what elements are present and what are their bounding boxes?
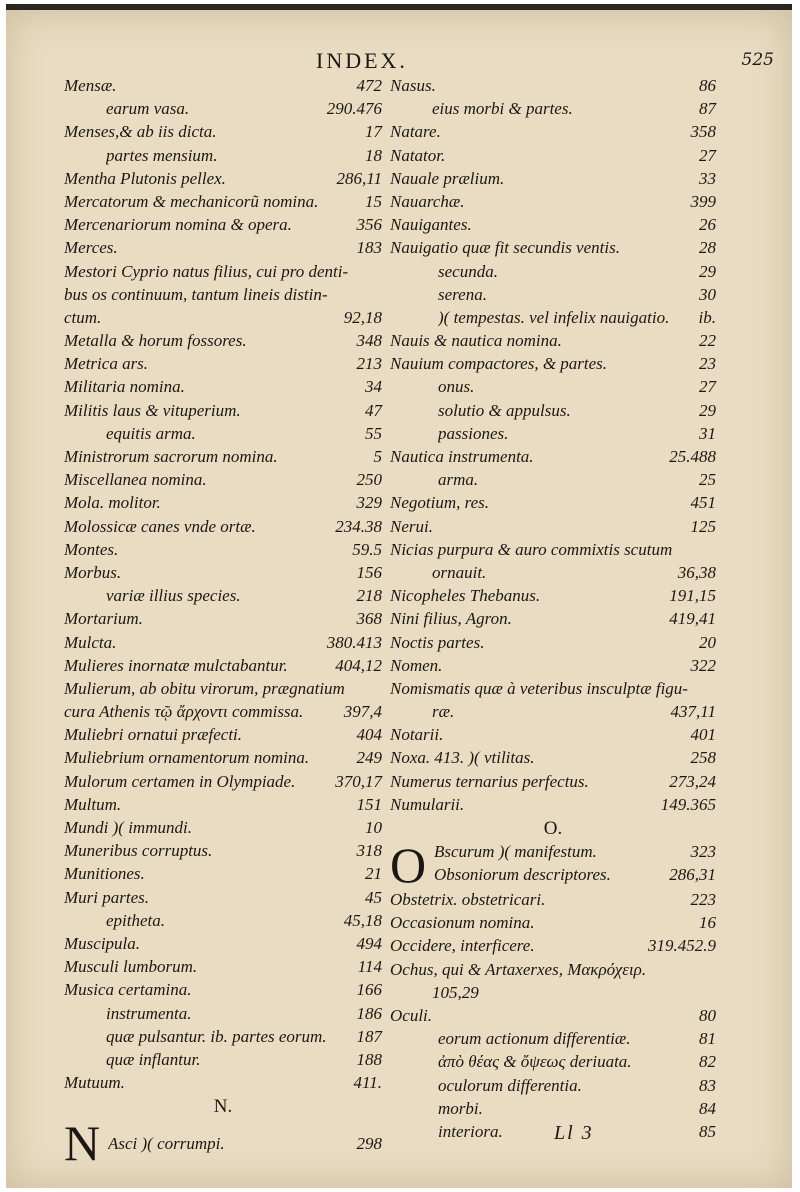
index-page-ref: 156	[356, 562, 382, 582]
index-entry	[64, 540, 382, 563]
index-term: morbi.	[438, 1098, 483, 1118]
index-entry	[64, 493, 382, 516]
section-letter-heading: N.	[213, 1096, 233, 1118]
index-term: Molossicæ canes vnde ortæ.	[64, 516, 256, 536]
index-term: Nicias purpura & auro commixtis scutum	[390, 539, 673, 559]
index-page-ref: 15	[365, 191, 382, 211]
section-letter-heading: O.	[543, 818, 563, 839]
index-entry	[390, 725, 716, 748]
index-term: serena.	[438, 284, 487, 304]
index-term: eius morbi & partes.	[432, 99, 573, 119]
index-page-ref: 494	[356, 933, 382, 953]
index-page-ref: 33	[699, 168, 716, 188]
page-number: 525	[741, 50, 774, 70]
index-entry	[390, 1122, 716, 1145]
index-page-ref: 370,17	[335, 771, 382, 791]
index-term: solutio & appulsus.	[438, 400, 571, 420]
index-entry	[64, 609, 382, 632]
index-entry	[64, 1004, 382, 1027]
index-page-ref: 81	[699, 1029, 716, 1049]
index-page-ref: 472	[356, 76, 382, 95]
index-entry	[390, 517, 716, 540]
index-term: Nini filius, Agron.	[390, 609, 512, 629]
index-page-ref: ib.	[698, 307, 716, 327]
signature-mark: Ll 3	[554, 1122, 594, 1144]
index-term: Muscipula.	[64, 933, 141, 953]
index-term: variæ illius species.	[106, 586, 241, 606]
index-entry	[390, 748, 716, 771]
index-entry	[64, 192, 382, 215]
drop-cap-entry	[64, 1115, 382, 1172]
index-term: Nauarchæ.	[390, 191, 465, 211]
index-entry	[64, 795, 382, 818]
index-page-ref: 18	[365, 145, 382, 165]
index-term: Militaria nomina.	[64, 377, 185, 397]
index-entry	[390, 586, 716, 609]
index-page-ref: 191,15	[669, 586, 716, 606]
index-page-ref: 401	[690, 725, 716, 745]
index-page-ref: 322	[690, 655, 716, 675]
index-page-ref: 356	[356, 215, 382, 235]
index-term: Negotium, res.	[390, 493, 490, 513]
index-term: Mutuum.	[64, 1073, 125, 1093]
index-term: Bscurum )( manifestum.	[434, 842, 597, 861]
index-term: 105,29	[432, 982, 479, 1002]
drop-cap-entry	[390, 837, 716, 893]
index-page-ref: 84	[699, 1098, 716, 1118]
index-term: Muneribus corruptus.	[64, 841, 213, 861]
index-entry	[390, 679, 716, 702]
index-entry	[64, 1027, 382, 1050]
index-term: Muliebri ornatui præfecti.	[64, 725, 243, 745]
index-page-ref: 47	[365, 400, 382, 420]
index-entry	[64, 238, 382, 261]
index-term: ornauit.	[432, 562, 487, 582]
index-page-ref: 45	[365, 887, 382, 907]
index-term: Nautica instrumenta.	[390, 447, 534, 466]
index-entry	[390, 192, 716, 215]
index-page-ref: 17	[365, 122, 382, 142]
index-entry	[390, 772, 716, 795]
index-entry	[64, 447, 382, 470]
index-term: Mola. molitor.	[64, 493, 161, 513]
index-term: cura Athenis τῷ ἄρχοντι commissa.	[64, 702, 304, 722]
index-term: Nomismatis quæ à veteribus insculptæ figu-	[390, 678, 688, 698]
index-entry	[390, 936, 716, 959]
index-term: earum vasa.	[106, 99, 190, 119]
index-page-ref: 80	[699, 1005, 716, 1025]
index-page-ref: 318	[356, 841, 382, 861]
index-entry	[390, 609, 716, 632]
index-entry	[390, 1006, 716, 1029]
index-term: Mercatorum & mechanicorũ nomina.	[64, 191, 319, 211]
index-page-ref: 213	[356, 354, 382, 374]
index-page-ref: 10	[365, 818, 382, 837]
index-entry	[64, 470, 382, 493]
index-entry	[64, 1073, 382, 1096]
index-term: Nauigatio quæ fit secundis ventis.	[390, 238, 620, 258]
index-entry	[64, 354, 382, 377]
index-term: Mulorum certamen in Olympiade.	[64, 771, 296, 791]
index-entry	[390, 1076, 716, 1099]
index-term: Noctis partes.	[390, 632, 485, 652]
index-entry	[390, 983, 716, 1006]
index-page-ref: 298	[356, 1134, 382, 1154]
drop-cap: O	[390, 837, 427, 893]
index-term: Musica certamina.	[64, 980, 192, 1000]
index-page-ref: 380.413	[326, 632, 382, 652]
index-entry	[64, 864, 382, 887]
index-page-ref: 183	[356, 238, 382, 258]
index-entry	[64, 725, 382, 748]
index-page-ref: 25	[699, 470, 716, 490]
index-term: )( tempestas. vel infelix nauigatio.	[438, 307, 670, 327]
index-page-ref: 329	[356, 493, 382, 513]
index-page-ref: 149.365	[660, 794, 716, 814]
index-page-ref: 22	[699, 331, 716, 351]
index-entry	[64, 517, 382, 540]
index-term: quæ pulsantur. ib. partes eorum.	[106, 1026, 327, 1046]
index-term: Metrica ars.	[64, 354, 149, 374]
index-page-ref: 29	[699, 400, 716, 420]
index-page-ref: 249	[356, 748, 382, 768]
index-entry	[434, 865, 716, 888]
index-entry	[64, 563, 382, 586]
index-term: Obsoniorum descriptores.	[434, 865, 611, 885]
index-entry	[64, 146, 382, 169]
index-page-ref: 258	[690, 748, 716, 768]
index-page-ref: 23	[699, 354, 716, 374]
index-term: Ministrorum sacrorum nomina.	[64, 447, 278, 466]
index-entry	[64, 702, 382, 725]
index-term: equitis arma.	[106, 423, 196, 443]
index-entry	[390, 795, 716, 818]
index-page-ref: 59.5	[352, 539, 382, 559]
index-term: Multum.	[64, 794, 122, 814]
index-page-ref: 87	[699, 99, 716, 119]
index-term: oculorum differentia.	[438, 1075, 582, 1095]
index-term: Nauium compactores, & partes.	[390, 354, 608, 374]
index-page-ref: 187	[356, 1026, 382, 1046]
index-term: Miscellanea nomina.	[64, 470, 207, 490]
index-entry	[64, 772, 382, 795]
index-page-ref: 85	[699, 1121, 716, 1141]
index-term: eorum actionum differentiæ.	[438, 1029, 631, 1049]
index-entry	[390, 424, 716, 447]
index-page-ref: 348	[356, 331, 382, 351]
index-entry	[64, 679, 382, 702]
index-page-ref: 218	[356, 586, 382, 606]
index-page-ref: 319.452.9	[648, 936, 716, 956]
index-page-ref: 92,18	[343, 307, 382, 327]
index-term: Montes.	[64, 539, 119, 559]
index-entry	[390, 401, 716, 424]
index-entry	[390, 238, 716, 261]
index-page-ref: 451	[690, 493, 716, 513]
index-column-left	[64, 76, 382, 1172]
index-page-ref: 290.476	[326, 99, 382, 119]
index-entry	[390, 285, 716, 308]
index-term: arma.	[438, 470, 479, 490]
index-entry	[390, 308, 716, 331]
index-term: Merces.	[64, 238, 118, 258]
index-term: Ochus, qui & Artaxerxes, Μακρόχειρ.	[390, 959, 647, 979]
index-page-ref: 27	[699, 377, 716, 397]
index-term: Morbus.	[64, 562, 122, 582]
index-term: Mulierum, ab obitu virorum, prægnatium	[64, 678, 345, 698]
index-entry	[64, 980, 382, 1003]
index-term: Nomen.	[390, 655, 443, 675]
index-page-ref: 397,4	[343, 702, 382, 722]
index-page-ref: 399	[690, 191, 716, 211]
index-entry	[64, 99, 382, 122]
index-entry	[64, 1050, 382, 1073]
index-term: passiones.	[438, 423, 509, 443]
index-term: Nicopheles Thebanus.	[390, 586, 541, 606]
index-entry	[390, 447, 716, 470]
index-term: Natare.	[390, 122, 441, 142]
index-page-ref: 83	[699, 1075, 716, 1095]
index-page-ref: 437,11	[670, 702, 716, 722]
index-term: Asci )( corrumpi.	[108, 1134, 225, 1154]
index-term: Militis laus & vituperium.	[64, 400, 241, 420]
index-entry	[390, 960, 716, 983]
index-term: Mensæ.	[64, 76, 117, 95]
index-page-ref: 27	[699, 145, 716, 165]
index-term: Oculi.	[390, 1005, 433, 1025]
index-term: instrumenta.	[106, 1003, 192, 1023]
index-page-ref: 21	[365, 864, 382, 884]
index-page-ref: 31	[699, 423, 716, 443]
index-entry	[390, 890, 716, 913]
index-term: Nauale prælium.	[390, 168, 505, 188]
index-term: quæ inflantur.	[106, 1049, 201, 1069]
index-entry	[64, 424, 382, 447]
index-page-ref: 368	[356, 609, 382, 629]
index-page-ref: 186	[356, 1003, 382, 1023]
index-term: Mentha Plutonis pellex.	[64, 168, 226, 188]
index-entry	[434, 842, 716, 865]
index-entry	[390, 633, 716, 656]
index-page-ref: 166	[356, 980, 382, 1000]
index-page-ref: 28	[699, 238, 716, 258]
index-entry	[390, 377, 716, 400]
book-page	[6, 4, 792, 1188]
index-entry	[64, 215, 382, 238]
index-entry	[390, 331, 716, 354]
index-term: Occidere, interficere.	[390, 936, 535, 956]
index-entry	[64, 911, 382, 934]
index-page-ref: 20	[699, 632, 716, 652]
index-term: Metalla & horum fossores.	[64, 331, 247, 351]
index-term: Noxa. 413. )( vtilitas.	[390, 748, 535, 768]
index-page-ref: 30	[699, 284, 716, 304]
index-page-ref: 419,41	[669, 609, 716, 629]
index-term: Mercenariorum nomina & opera.	[64, 215, 292, 235]
index-page-ref: 25.488	[669, 447, 716, 466]
index-entry	[390, 262, 716, 285]
index-page-ref: 45,18	[343, 910, 382, 930]
index-term: Nasus.	[390, 76, 436, 95]
index-page-ref: 82	[699, 1052, 716, 1072]
index-term: Natator.	[390, 145, 446, 165]
index-term: Mundi )( immundi.	[64, 818, 192, 837]
index-page-ref: 36,38	[677, 562, 716, 582]
index-term: Musculi lumborum.	[64, 957, 198, 977]
running-head: INDEX.	[316, 48, 408, 73]
index-page-ref: 188	[356, 1049, 382, 1069]
index-term: Nerui.	[390, 516, 433, 536]
index-entry	[64, 122, 382, 145]
index-entry	[108, 1134, 382, 1157]
index-entry	[390, 1099, 716, 1122]
index-term: Muri partes.	[64, 887, 149, 907]
index-entry	[64, 401, 382, 424]
index-entry	[64, 169, 382, 192]
index-term: Munitiones.	[64, 864, 145, 884]
index-term: partes mensium.	[106, 145, 218, 165]
index-page-ref: 34	[365, 377, 382, 397]
index-entry	[64, 377, 382, 400]
index-term: Numerus ternarius perfectus.	[390, 771, 589, 791]
index-entry	[64, 656, 382, 679]
index-term: interiora.	[438, 1121, 503, 1141]
index-term: Nauigantes.	[390, 215, 472, 235]
index-page-ref: 273,24	[669, 771, 716, 791]
index-entry	[390, 1052, 716, 1075]
index-entry	[390, 215, 716, 238]
index-page-ref: 223	[690, 890, 716, 909]
index-term: Mulieres inornatæ mulctabantur.	[64, 655, 288, 675]
index-entry	[390, 563, 716, 586]
index-entry	[390, 354, 716, 377]
index-entry	[64, 888, 382, 911]
index-page-ref: 5	[373, 447, 382, 466]
index-term: Obstetrix. obstetricari.	[390, 890, 546, 909]
index-entry	[64, 633, 382, 656]
index-page-ref: 234.38	[335, 516, 382, 536]
index-page-ref: 358	[690, 122, 716, 142]
index-page-ref: 286,11	[336, 168, 382, 188]
index-page-ref: 151	[356, 794, 382, 814]
index-entry	[64, 818, 382, 841]
index-page-ref: 404	[356, 725, 382, 745]
index-page-ref: 286,31	[669, 865, 716, 885]
index-entry	[390, 470, 716, 493]
index-term: Menses,& ab iis dicta.	[64, 122, 217, 142]
index-page-ref: 114	[357, 957, 382, 977]
index-entry	[390, 493, 716, 516]
index-entry	[64, 841, 382, 864]
index-entry	[390, 1029, 716, 1052]
index-page-ref: 250	[356, 470, 382, 490]
index-term: epitheta.	[106, 910, 166, 930]
index-page-ref: 323	[690, 842, 716, 861]
index-page-ref: 29	[699, 261, 716, 281]
index-entry	[64, 331, 382, 354]
index-entry	[390, 169, 716, 192]
index-entry	[390, 99, 716, 122]
index-term: Occasionum nomina.	[390, 913, 535, 933]
index-entry	[390, 146, 716, 169]
index-entry	[390, 702, 716, 725]
index-entry	[64, 262, 382, 285]
index-page-ref: 125	[690, 516, 716, 536]
index-term: onus.	[438, 377, 475, 397]
index-term: ræ.	[432, 702, 455, 722]
index-column-right	[390, 76, 716, 1145]
index-page-ref: 86	[699, 76, 716, 95]
index-term: secunda.	[438, 261, 498, 281]
index-page-ref: 16	[699, 913, 716, 933]
index-entry	[64, 586, 382, 609]
index-entry	[64, 934, 382, 957]
index-term: ἀπὸ θέας & ὄψεως deriuata.	[438, 1052, 632, 1072]
index-page-ref: 55	[365, 423, 382, 443]
index-term: Notarii.	[390, 725, 444, 745]
index-entry	[64, 748, 382, 771]
drop-cap: N	[64, 1115, 101, 1172]
index-entry	[64, 285, 382, 308]
index-entry	[390, 656, 716, 679]
index-entry	[390, 913, 716, 936]
index-term: bus os continuum, tantum lineis distin-	[64, 284, 328, 304]
index-page-ref: 26	[699, 215, 716, 235]
index-term: Mestori Cyprio natus filius, cui pro denti-	[64, 261, 349, 281]
index-term: Muliebrium ornamentorum nomina.	[64, 748, 310, 768]
index-term: Mortarium.	[64, 609, 143, 629]
index-term: ctum.	[64, 307, 102, 327]
index-entry	[64, 957, 382, 980]
index-page-ref: 411.	[353, 1073, 382, 1093]
index-term: Mulcta.	[64, 632, 117, 652]
index-entry	[64, 76, 382, 99]
index-entry	[390, 76, 716, 99]
index-term: Nauis & nautica nomina.	[390, 331, 562, 351]
index-entry	[390, 122, 716, 145]
index-page-ref: 404,12	[335, 655, 382, 675]
index-term: Numularii.	[390, 794, 465, 814]
index-entry	[64, 308, 382, 331]
index-entry	[390, 540, 716, 563]
